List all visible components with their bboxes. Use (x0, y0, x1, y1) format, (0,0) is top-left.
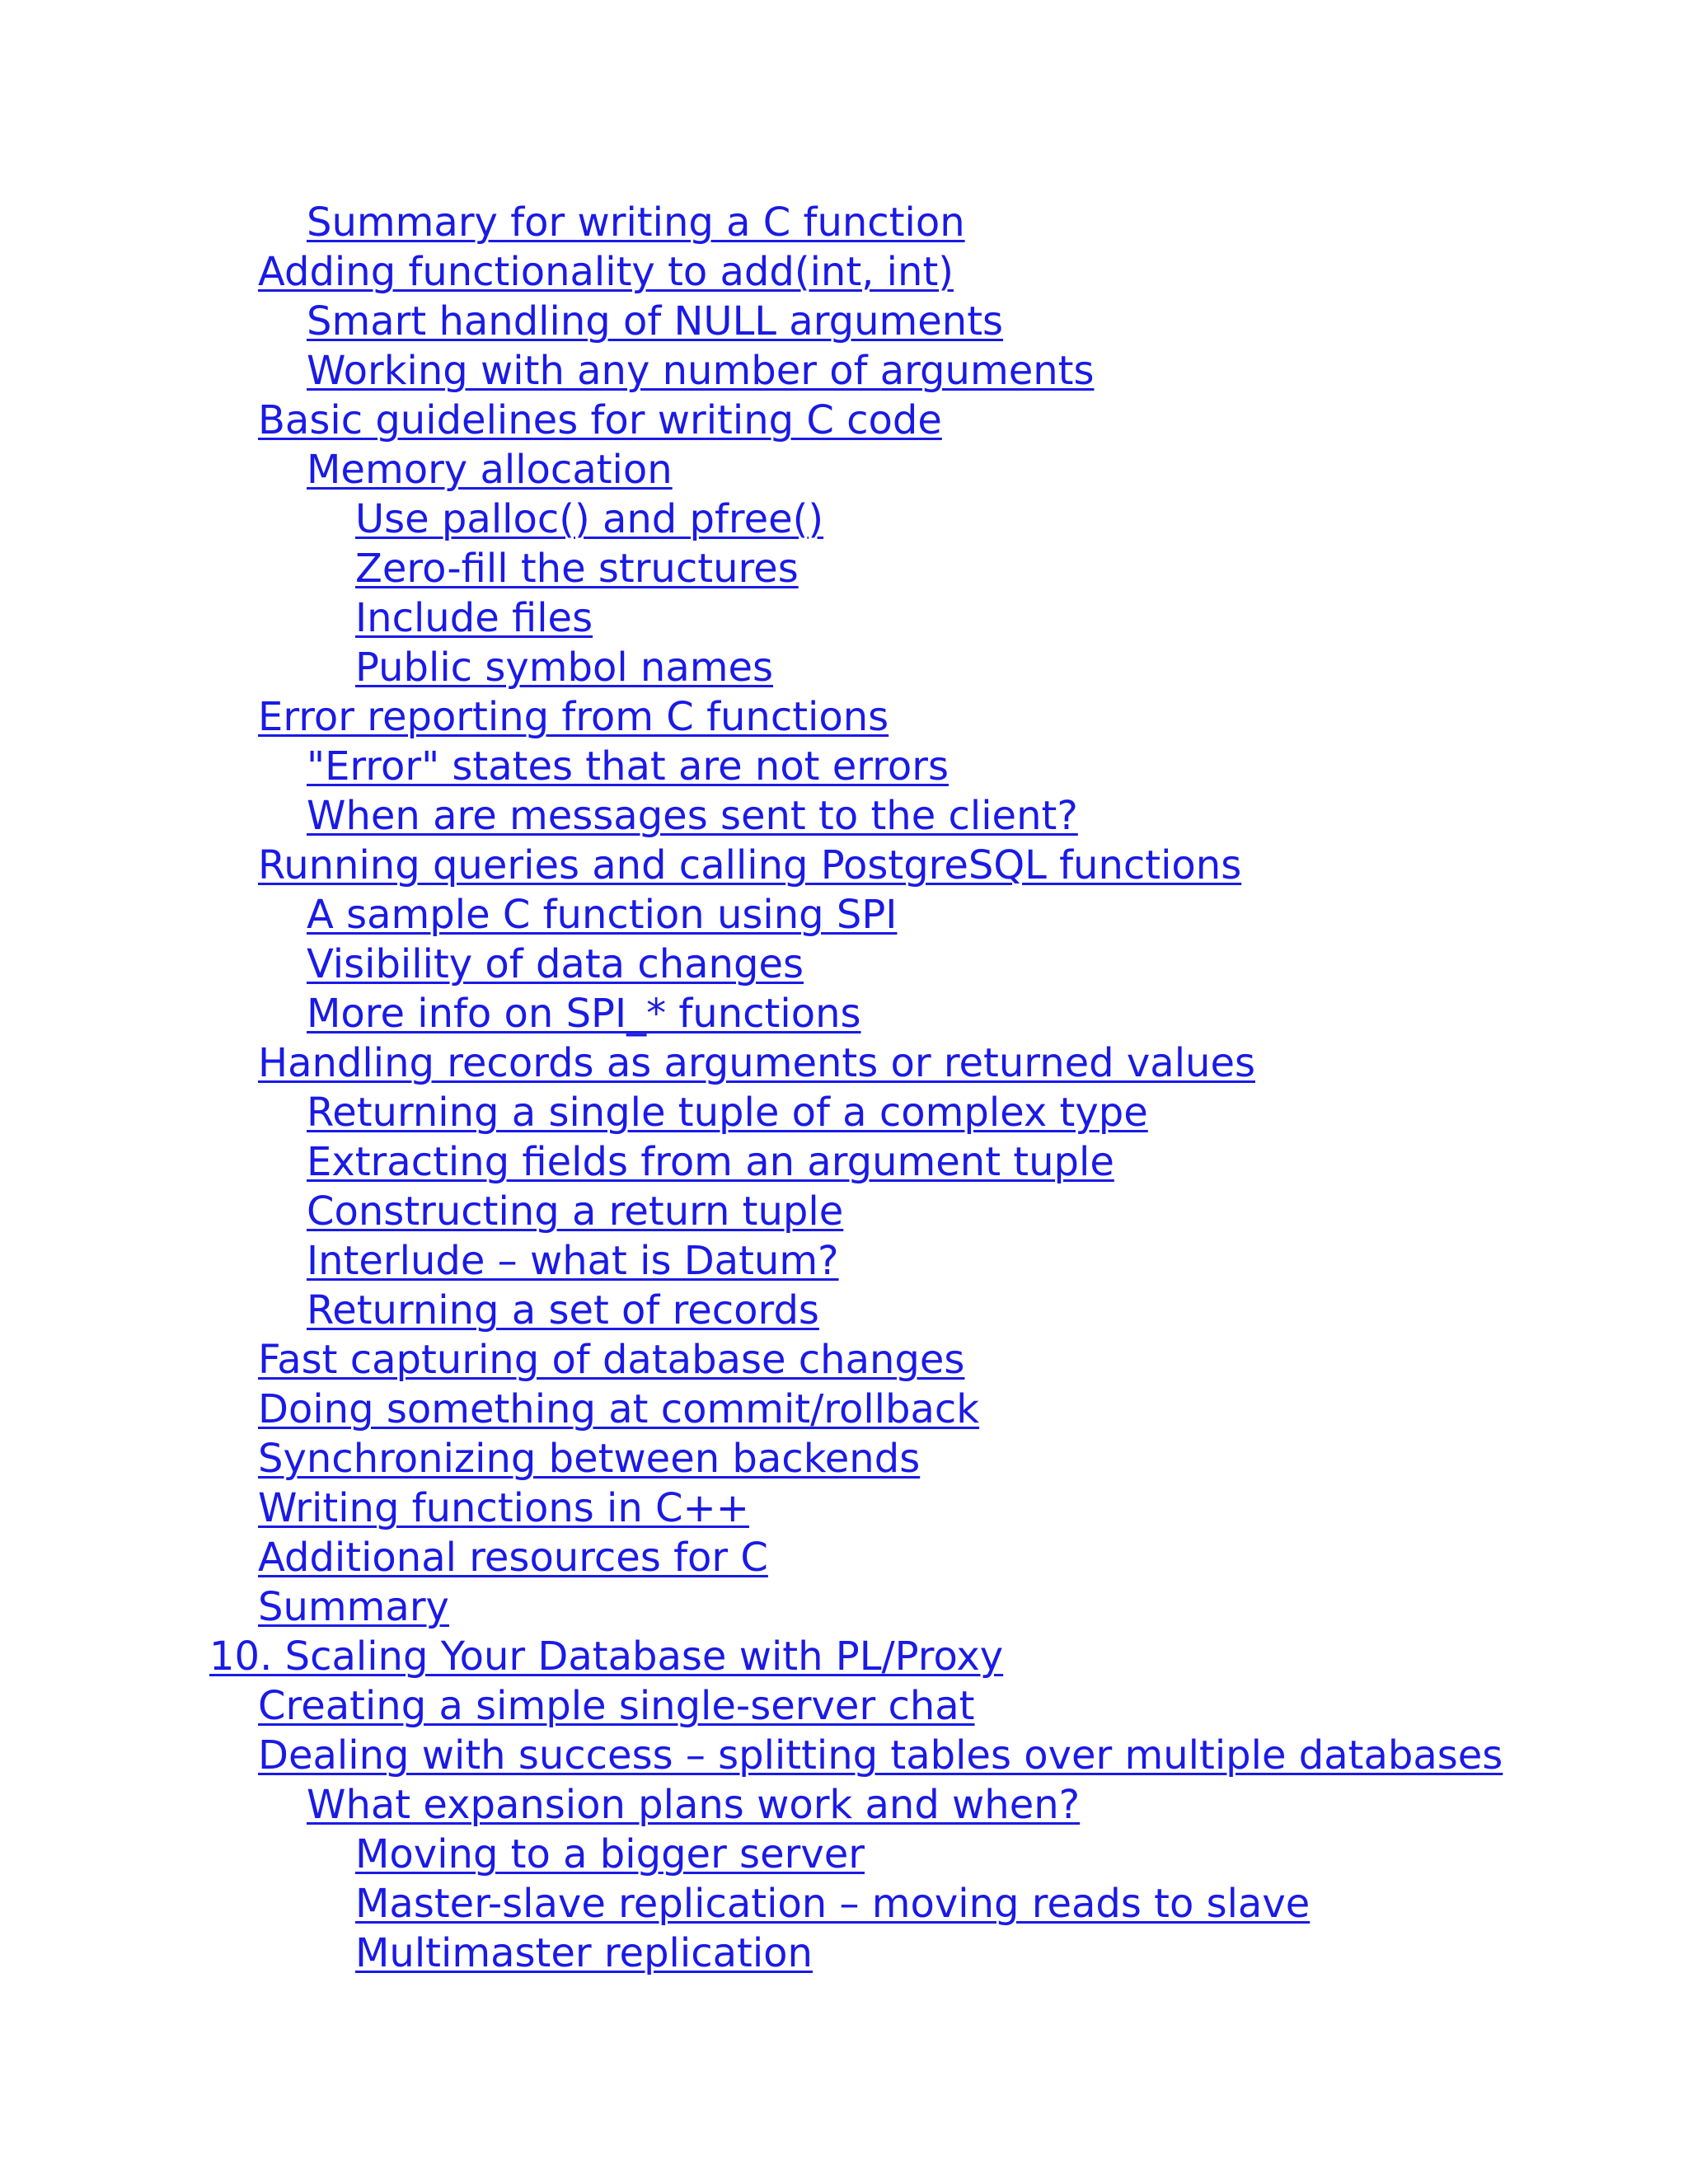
toc-item (0, 297, 1688, 346)
toc-item (0, 593, 1688, 643)
toc-item (0, 1187, 1688, 1236)
toc-link[interactable]: Summary (258, 1584, 449, 1630)
toc-link[interactable]: Smart handling of NULL arguments (307, 298, 1004, 344)
toc-link[interactable]: Zero-fill the structures (355, 546, 799, 592)
toc-item (0, 346, 1688, 396)
toc-item (0, 1929, 1688, 1978)
toc-link[interactable]: Doing something at commit/rollback (258, 1386, 980, 1432)
toc-item (0, 247, 1688, 297)
toc-link[interactable]: Constructing a return tuple (307, 1188, 844, 1235)
toc-link[interactable]: Master-slave replication – moving reads to slave (355, 1881, 1311, 1927)
toc-item (0, 1780, 1688, 1830)
toc-link[interactable]: Working with any number of arguments (307, 348, 1095, 394)
toc-chapter-link[interactable]: 10. Scaling Your Database with PL/Proxy (209, 1633, 1004, 1680)
toc-item (0, 1483, 1688, 1533)
toc-link[interactable]: Fast capturing of database changes (258, 1337, 965, 1383)
toc-link[interactable]: Running queries and calling PostgreSQL functions (258, 842, 1242, 888)
toc-item (0, 1434, 1688, 1483)
toc-link[interactable]: Synchronizing between backends (258, 1436, 921, 1482)
toc-item (0, 396, 1688, 445)
toc-link[interactable]: Public symbol names (355, 644, 774, 691)
toc-item (0, 1582, 1688, 1632)
toc-item (0, 940, 1688, 989)
toc-link[interactable]: Basic guidelines for writing C code (258, 397, 942, 443)
toc-link[interactable]: A sample C function using SPI (307, 892, 898, 938)
toc-link[interactable]: Multimaster replication (355, 1930, 813, 1976)
toc-link[interactable]: Creating a simple single-server chat (258, 1683, 975, 1729)
toc-link[interactable]: Memory allocation (307, 447, 673, 493)
toc-item (0, 1335, 1688, 1385)
toc-item (0, 1137, 1688, 1187)
toc-item (0, 1088, 1688, 1137)
toc-link[interactable]: Use palloc() and pfree() (355, 496, 824, 542)
toc-link[interactable]: What expansion plans work and when? (307, 1782, 1081, 1828)
toc-item (0, 445, 1688, 494)
toc-link[interactable]: Summary for writing a C function (307, 199, 965, 246)
table-of-contents (0, 198, 1688, 1978)
toc-link[interactable]: Extracting fields from an argument tuple (307, 1139, 1114, 1185)
toc-item (0, 742, 1688, 791)
toc-link[interactable]: More info on SPI_* functions (307, 991, 861, 1037)
toc-item (0, 692, 1688, 742)
toc-link[interactable]: Additional resources for C (258, 1535, 768, 1581)
toc-item (0, 643, 1688, 692)
toc-link[interactable]: Visibility of data changes (307, 941, 804, 987)
toc-item (0, 989, 1688, 1038)
toc-item (0, 1038, 1688, 1088)
toc-item (0, 1236, 1688, 1286)
toc-link[interactable]: Adding functionality to add(int, int) (258, 249, 954, 295)
toc-link[interactable]: Handling records as arguments or returned values (258, 1040, 1255, 1086)
toc-item (0, 198, 1688, 247)
toc-link[interactable]: Returning a single tuple of a complex type (307, 1090, 1148, 1136)
toc-link[interactable]: Dealing with success – splitting tables over multiple databases (258, 1732, 1503, 1779)
toc-link[interactable]: Writing functions in C++ (258, 1485, 749, 1531)
toc-item (0, 1879, 1688, 1929)
toc-item (0, 890, 1688, 940)
toc-link[interactable]: When are messages sent to the client? (307, 793, 1078, 839)
toc-item (0, 1681, 1688, 1731)
toc-item (0, 1385, 1688, 1434)
toc-item (0, 1830, 1688, 1879)
toc-chapter (0, 1632, 1688, 1681)
toc-item (0, 1286, 1688, 1335)
toc-link[interactable]: "Error" states that are not errors (307, 743, 949, 790)
toc-item (0, 841, 1688, 890)
toc-link[interactable]: Error reporting from C functions (258, 694, 889, 740)
toc-item (0, 1731, 1688, 1780)
toc-item (0, 1533, 1688, 1582)
toc-item (0, 494, 1688, 544)
toc-item (0, 544, 1688, 593)
toc-link[interactable]: Moving to a bigger server (355, 1831, 865, 1877)
toc-link[interactable]: Returning a set of records (307, 1287, 819, 1333)
toc-link[interactable]: Include files (355, 595, 593, 641)
toc-item (0, 791, 1688, 841)
toc-link[interactable]: Interlude – what is Datum? (307, 1238, 839, 1284)
